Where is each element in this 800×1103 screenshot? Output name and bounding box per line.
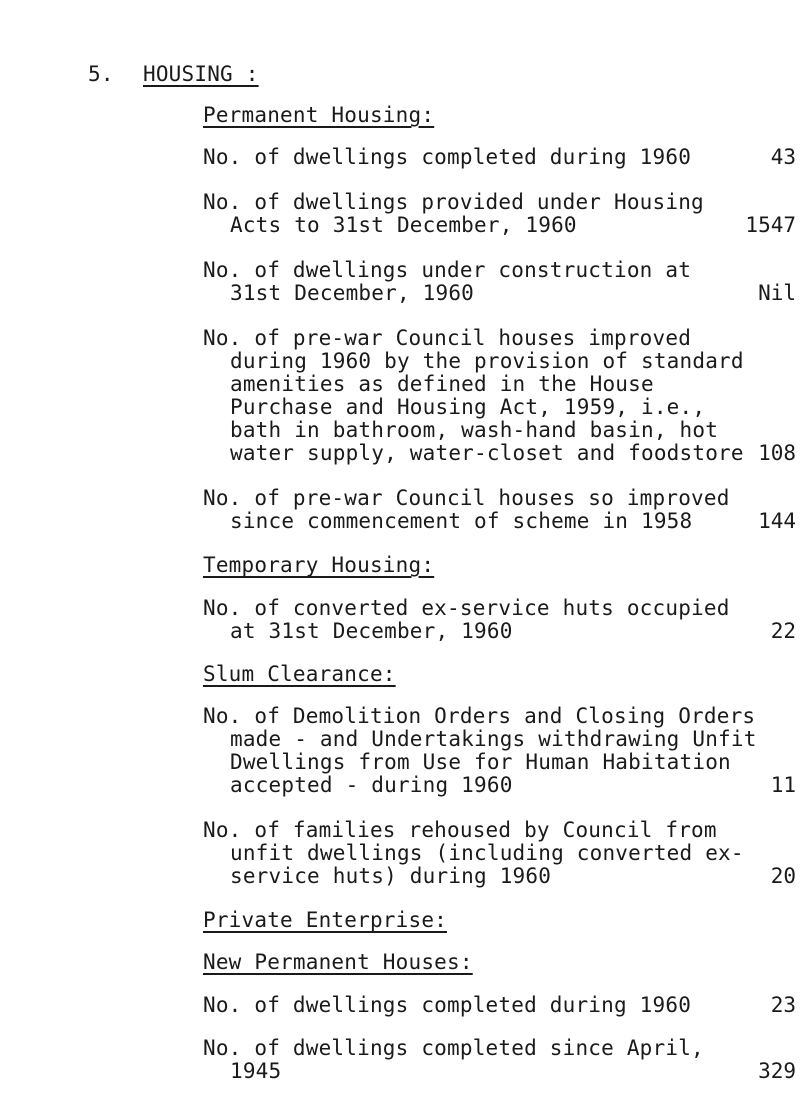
section-title: HOUSING : — [143, 62, 259, 86]
permanent-item-5-line-1: No. of pre-war Council houses so improved — [203, 486, 730, 510]
slum-item-1-line-2: made - and Undertakings withdrawing Unfit — [230, 727, 757, 751]
temporary-item-1-value: 22 — [770, 619, 796, 643]
private-item-1-value: 23 — [770, 993, 796, 1017]
slum-item-1-line-3: Dwellings from Use for Human Habitation — [230, 750, 731, 774]
private-item-2-line-1: No. of dwellings completed since April, — [203, 1036, 704, 1060]
permanent-item-4-line-6: water supply, water-closet and foodstore — [230, 441, 744, 465]
temporary-item-1-line-2: at 31st December, 1960 — [230, 619, 513, 643]
slum-clearance-heading: Slum Clearance: — [203, 662, 396, 686]
permanent-item-5-line-2: since commencement of scheme in 1958 — [230, 509, 693, 533]
section-number: 5. — [88, 62, 114, 86]
permanent-item-5-value: 144 — [758, 509, 796, 533]
slum-item-2-line-2: unfit dwellings (including converted ex- — [230, 841, 744, 865]
slum-item-1-value: 11 — [770, 773, 796, 797]
slum-item-2-value: 20 — [770, 864, 796, 888]
temporary-housing-heading: Temporary Housing: — [203, 553, 435, 577]
permanent-item-2-value: 1547 — [745, 213, 796, 237]
private-item-1-line-1: No. of dwellings completed during 1960 — [203, 993, 692, 1017]
permanent-housing-heading: Permanent Housing: — [203, 103, 435, 127]
permanent-item-3-value: Nil — [758, 281, 796, 305]
private-item-2-value: 329 — [758, 1059, 796, 1083]
permanent-item-4-line-4: Purchase and Housing Act, 1959, i.e., — [230, 395, 706, 419]
slum-item-1-line-4: accepted - during 1960 — [230, 773, 513, 797]
permanent-item-1-line-1: No. of dwellings completed during 1960 — [203, 145, 692, 169]
permanent-item-2-line-2: Acts to 31st December, 1960 — [230, 213, 577, 237]
private-enterprise-heading: Private Enterprise: — [203, 908, 448, 932]
slum-item-2-line-1: No. of families rehoused by Council from — [203, 818, 717, 842]
new-permanent-houses-heading: New Permanent Houses: — [203, 950, 473, 974]
temporary-item-1-line-1: No. of converted ex-service huts occupied — [203, 596, 730, 620]
permanent-item-4-line-5: bath in bathroom, wash-hand basin, hot — [230, 418, 719, 442]
permanent-item-3-line-1: No. of dwellings under construction at — [203, 258, 692, 282]
slum-item-1-line-1: No. of Demolition Orders and Closing Orders — [203, 704, 756, 728]
permanent-item-4-line-3: amenities as defined in the House — [230, 372, 654, 396]
permanent-item-4-line-2: during 1960 by the provision of standard — [230, 349, 744, 373]
permanent-item-3-line-2: 31st December, 1960 — [230, 281, 475, 305]
permanent-item-1-value: 43 — [770, 145, 796, 169]
permanent-item-4-line-1: No. of pre-war Council houses improved — [203, 326, 692, 350]
permanent-item-4-value: 108 — [758, 441, 796, 465]
permanent-item-2-line-1: No. of dwellings provided under Housing — [203, 190, 704, 214]
private-item-2-line-2: 1945 — [230, 1059, 282, 1083]
slum-item-2-line-3: service huts) during 1960 — [230, 864, 552, 888]
